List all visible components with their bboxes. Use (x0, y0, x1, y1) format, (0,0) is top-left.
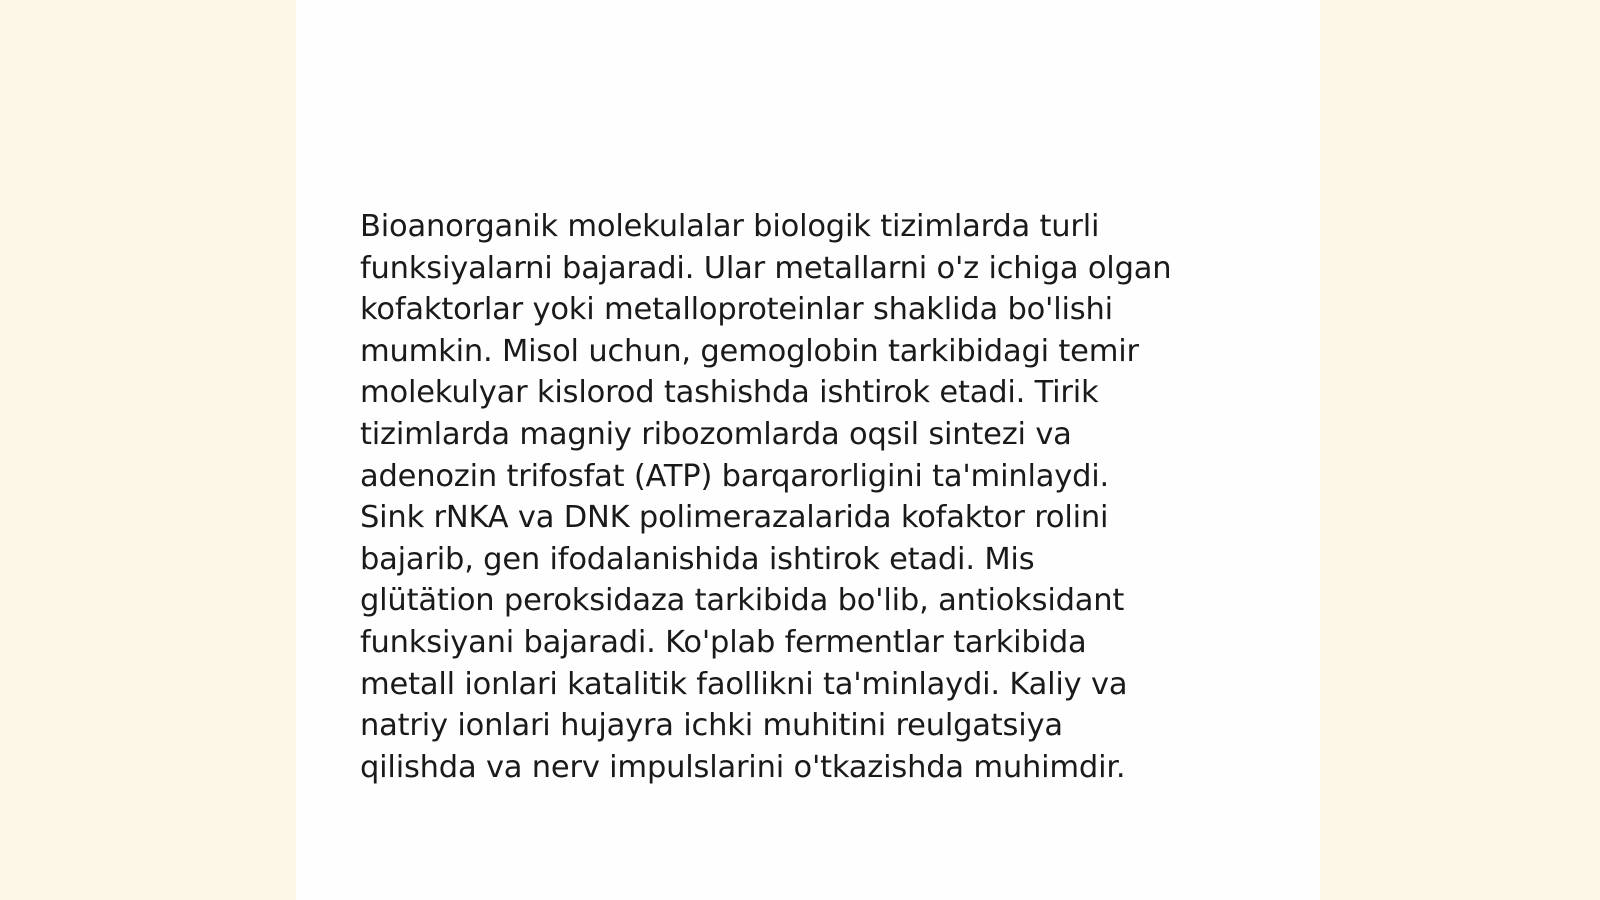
paragraph-line: mumkin. Misol uchun, gemoglobin tarkibidagi temir (360, 333, 1139, 369)
paragraph-line: Bioanorganik molekulalar biologik tizimlarda turli (360, 209, 1100, 244)
paragraph-line: funksiyani bajaradi. Ko'plab fermentlar tarkibida (360, 624, 1087, 660)
body-paragraph (360, 206, 1260, 788)
paragraph-line: bajarib, gen ifodalanishida ishtirok etadi. Mis (360, 541, 1035, 577)
paragraph-line: glütätion peroksidaza tarkibida bo'lib, antioksidant (360, 583, 1125, 619)
paragraph-line: qilishda va nerv impulslarini o'tkazishda muhimdir. (360, 749, 1126, 785)
paragraph-line: natriy ionlari hujayra ichki muhitini reulgatsiya (360, 708, 1063, 744)
paragraph-line: funksiyalarni bajaradi. Ular metallarni o'z ichiga olgan (360, 250, 1172, 286)
right-margin-background (1320, 0, 1600, 900)
paragraph-line: molekulyar kislorod tashishda ishtirok etadi. Tirik (360, 375, 1099, 411)
paragraph-line: metall ionlari katalitik faollikni ta'minlaydi. Kaliy va (360, 666, 1128, 702)
left-margin-background (0, 0, 296, 900)
paragraph-line: kofaktorlar yoki metalloproteinlar shaklida bo'lishi (360, 292, 1113, 328)
document-page (296, 0, 1320, 900)
paragraph-line: tizimlarda magniy ribozomlarda oqsil sintezi va (360, 416, 1072, 452)
paragraph-line: adenozin trifosfat (ATP) barqarorligini ta'minlaydi. (360, 458, 1110, 494)
paragraph-line: Sink rNKA va DNK polimerazalarida kofaktor rolini (360, 500, 1109, 536)
